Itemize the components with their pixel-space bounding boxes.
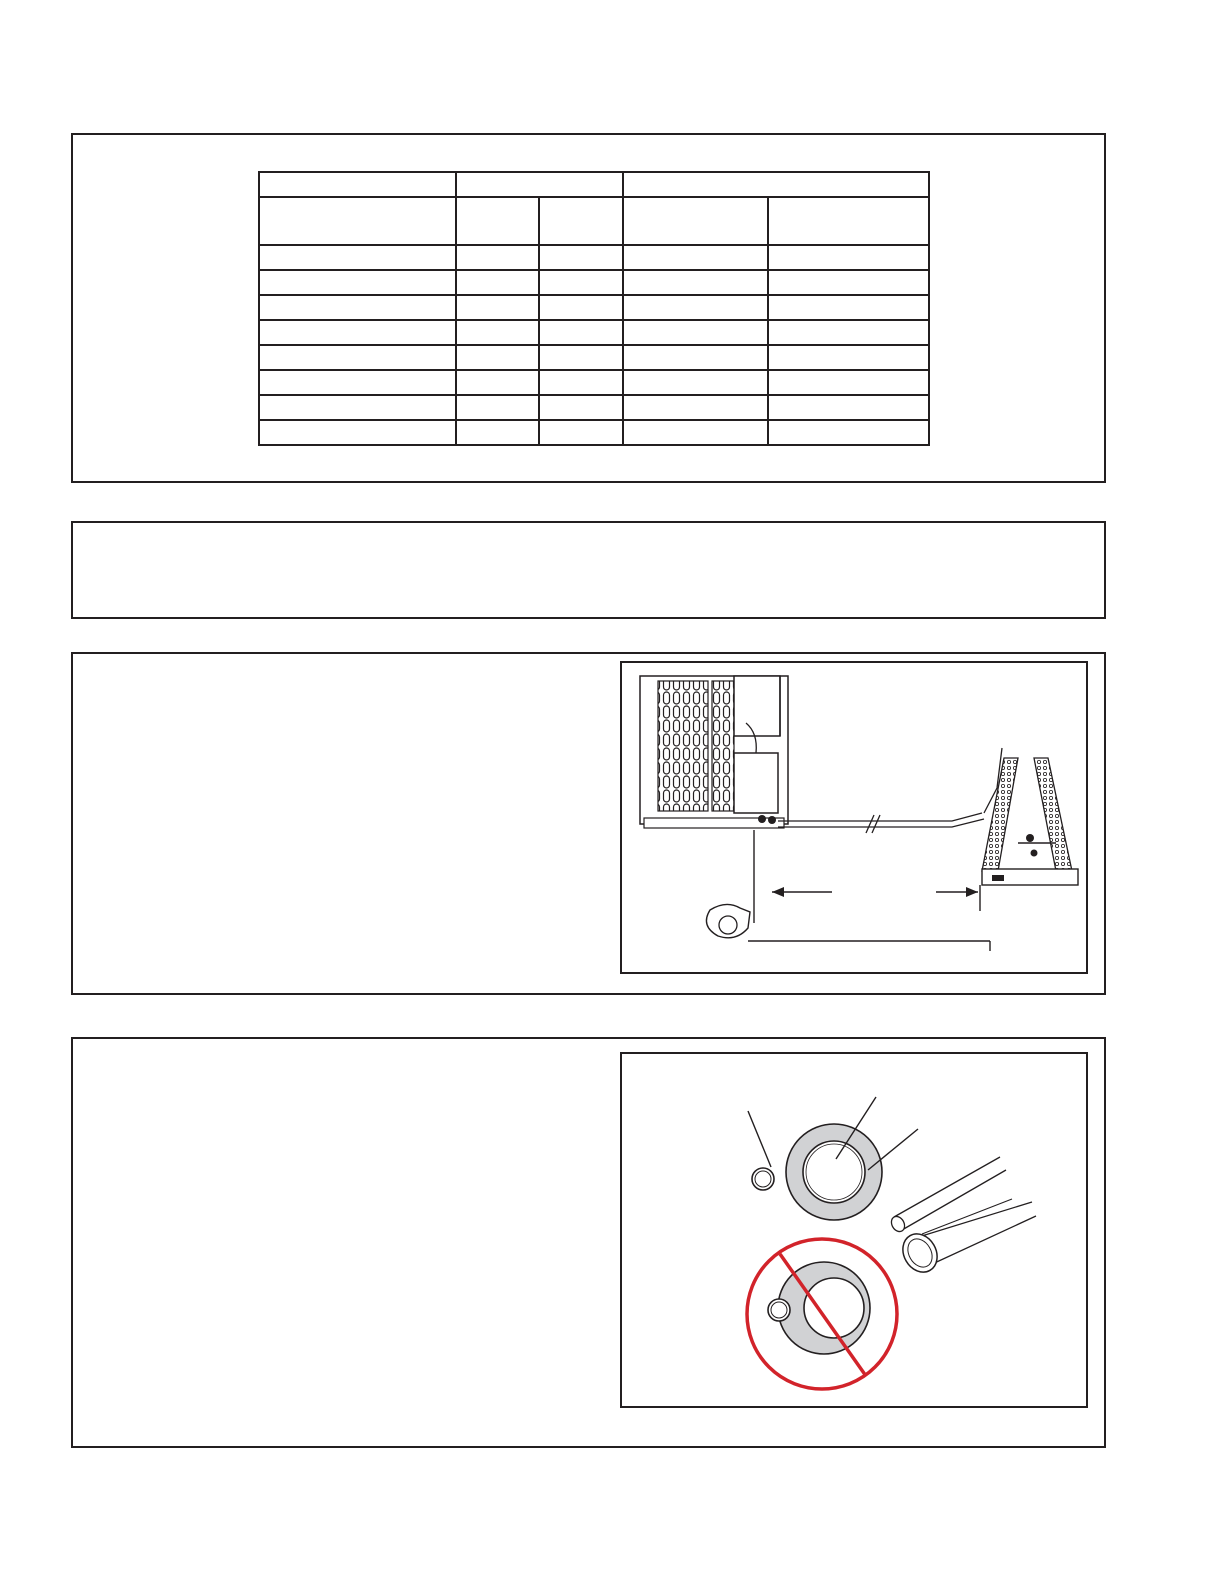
insulation-diagram — [622, 1054, 1086, 1406]
table-cell — [456, 320, 539, 345]
table-cell — [539, 370, 623, 395]
table-cell — [539, 395, 623, 420]
table-cell — [259, 370, 456, 395]
table-cell — [768, 320, 929, 345]
table-cell — [456, 420, 539, 445]
table-header-row — [259, 172, 929, 197]
table-cell — [259, 245, 456, 270]
table-cell — [768, 270, 929, 295]
arrow-left-icon — [772, 887, 832, 897]
table-row — [259, 295, 929, 320]
table-cell — [768, 295, 929, 320]
outdoor-unit-icon — [640, 676, 788, 828]
table-cell — [456, 245, 539, 270]
table-cell — [539, 420, 623, 445]
table-header-cell — [259, 172, 456, 197]
table-cell — [623, 345, 768, 370]
table-cell — [259, 395, 456, 420]
table-cell — [259, 270, 456, 295]
table-cell — [539, 345, 623, 370]
table-row — [259, 370, 929, 395]
table-cell — [259, 320, 456, 345]
table-row — [259, 270, 929, 295]
table-header-cell — [259, 197, 456, 245]
line-set-diagram — [622, 663, 1086, 972]
table-row — [259, 345, 929, 370]
table-cell — [539, 245, 623, 270]
table-cell — [623, 295, 768, 320]
table-cell — [768, 395, 929, 420]
table-row — [259, 245, 929, 270]
table-header-cell — [456, 197, 539, 245]
table-header-cell — [623, 172, 929, 197]
table-cell — [623, 270, 768, 295]
insulation-panel — [71, 1037, 1106, 1448]
table-cell — [768, 420, 929, 445]
table-cell — [456, 395, 539, 420]
table-cell — [539, 270, 623, 295]
table-cell — [768, 370, 929, 395]
table-header-cell — [539, 197, 623, 245]
spec-table-panel — [71, 133, 1106, 483]
table-cell — [456, 345, 539, 370]
table-cell — [623, 395, 768, 420]
tape-measure-icon — [706, 904, 990, 951]
table-cell — [456, 370, 539, 395]
table-cell — [623, 370, 768, 395]
table-cell — [623, 420, 768, 445]
table-row — [259, 395, 929, 420]
line-break-icon — [866, 815, 880, 833]
arrow-right-icon — [936, 887, 978, 897]
table-cell — [259, 420, 456, 445]
table-cell — [259, 345, 456, 370]
table-header-cell — [623, 197, 768, 245]
table-header-cell — [768, 197, 929, 245]
table-subheader-row — [259, 197, 929, 245]
insulation-figure — [620, 1052, 1088, 1408]
table-cell — [259, 295, 456, 320]
table-cell — [456, 295, 539, 320]
table-cell — [539, 320, 623, 345]
table-cell — [768, 245, 929, 270]
line-set-panel — [71, 652, 1106, 995]
table-cell — [768, 345, 929, 370]
indoor-coil-icon — [982, 758, 1078, 885]
line-set-figure — [620, 661, 1088, 974]
note-panel — [71, 521, 1106, 619]
pipe-perspective-icon — [889, 1157, 1036, 1278]
table-cell — [623, 320, 768, 345]
table-row — [259, 420, 929, 445]
table-cell — [623, 245, 768, 270]
table-cell — [456, 270, 539, 295]
table-header-cell — [456, 172, 623, 197]
liquid-line-icon — [748, 1111, 774, 1190]
spec-table — [258, 171, 930, 446]
table-row — [259, 320, 929, 345]
table-cell — [539, 295, 623, 320]
